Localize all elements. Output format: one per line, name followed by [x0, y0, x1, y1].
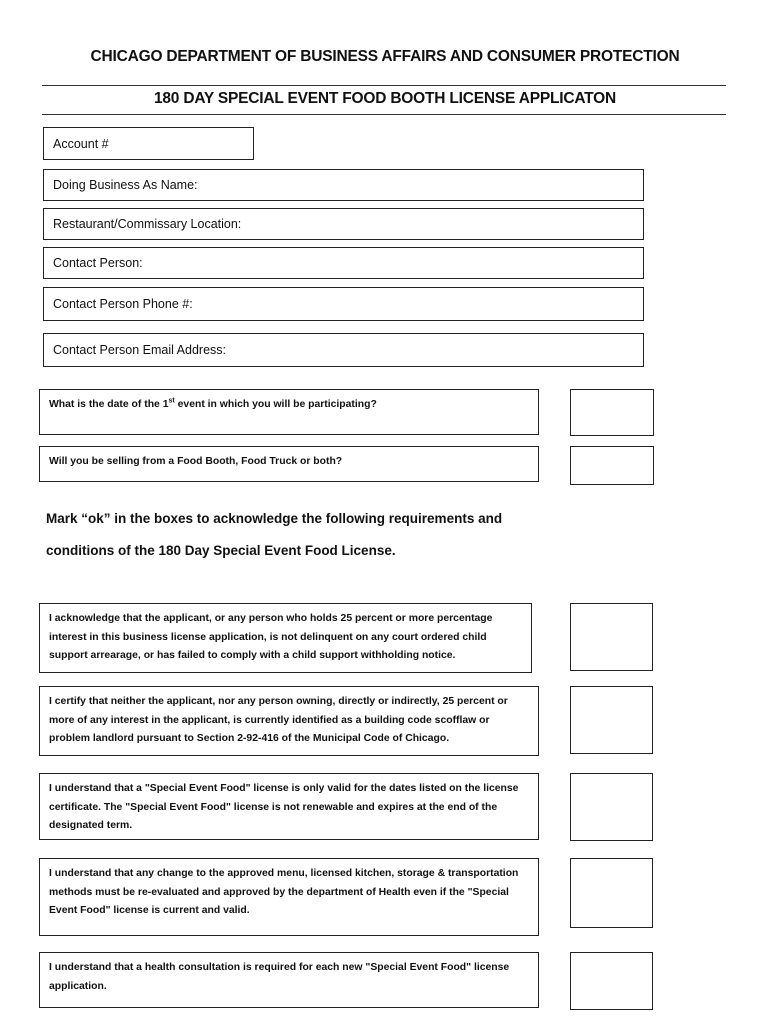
header-rule-top	[42, 85, 726, 86]
contact-phone-field[interactable]	[43, 287, 644, 321]
contact-email-field[interactable]	[43, 333, 644, 367]
header-rule-bottom	[42, 114, 726, 115]
contact-person-label: Contact Person:	[53, 256, 143, 270]
department-heading: CHICAGO DEPARTMENT OF BUSINESS AFFAIRS AND CONSUMER PROTECTION	[90, 48, 680, 65]
ack-child-support: I acknowledge that the applicant, or any person who holds 25 percent or more percentage interest in this business license application, is not delinquent on any court ordered child support arrearage, or has failed to comply with a child support withholding notice.	[39, 603, 532, 673]
ack-child-support-ok-box[interactable]	[570, 603, 653, 671]
instructions-line-1: Mark “ok” in the boxes to acknowledge the following requirements and	[46, 511, 503, 526]
instructions-line-2: conditions of the 180 Day Special Event Food License.	[46, 543, 396, 558]
form-title: 180 DAY SPECIAL EVENT FOOD BOOTH LICENSE APPLICATON	[153, 90, 617, 107]
account-number-label: Account #	[53, 136, 109, 151]
selling-type-answer-box[interactable]	[570, 446, 654, 485]
contact-person-field[interactable]	[43, 247, 644, 279]
first-event-text-pre: What is the date of the 1	[49, 399, 169, 410]
first-event-text-post: event in which you will be participating?	[174, 399, 377, 410]
ack-health-consultation-ok-box[interactable]	[570, 952, 653, 1010]
first-event-question	[39, 389, 539, 435]
dba-name-label: Doing Business As Name:	[53, 178, 198, 192]
ack-health-consultation: I understand that a health consultation is required for each new "Special Event Food" license application.	[39, 952, 539, 1008]
ack-scofflaw: I certify that neither the applicant, nor any person owning, directly or indirectly, 25 percent or more of any interest in the applicant, is currently identified as a building code scofflaw or problem landlord pursuant to Section 2-92-416 of the Municipal Code of Chicago.	[39, 686, 539, 756]
ack-license-validity-ok-box[interactable]	[570, 773, 653, 841]
contact-email-label: Contact Person Email Address:	[53, 343, 226, 357]
contact-phone-label: Contact Person Phone #:	[53, 297, 193, 311]
selling-type-question: Will you be selling from a Food Booth, Food Truck or both?	[39, 446, 539, 482]
ack-menu-changes-ok-box[interactable]	[570, 858, 653, 928]
location-field[interactable]	[43, 208, 644, 240]
ack-license-validity: I understand that a "Special Event Food" license is only valid for the dates listed on the license certificate. The "Special Event Food" license is not renewable and expires at the end of the designated term.	[39, 773, 539, 840]
first-event-ordinal: st	[168, 397, 175, 405]
location-label: Restaurant/Commissary Location:	[53, 217, 242, 231]
ack-menu-changes: I understand that any change to the approved menu, licensed kitchen, storage & transportation methods must be re-evaluated and approved by the department of Health even if the "Special Event Food" license is current and valid.	[39, 858, 539, 936]
dba-name-field[interactable]	[43, 169, 644, 201]
ack-scofflaw-ok-box[interactable]	[570, 686, 653, 754]
account-number-field[interactable]	[43, 127, 254, 160]
first-event-answer-box[interactable]	[570, 389, 654, 436]
